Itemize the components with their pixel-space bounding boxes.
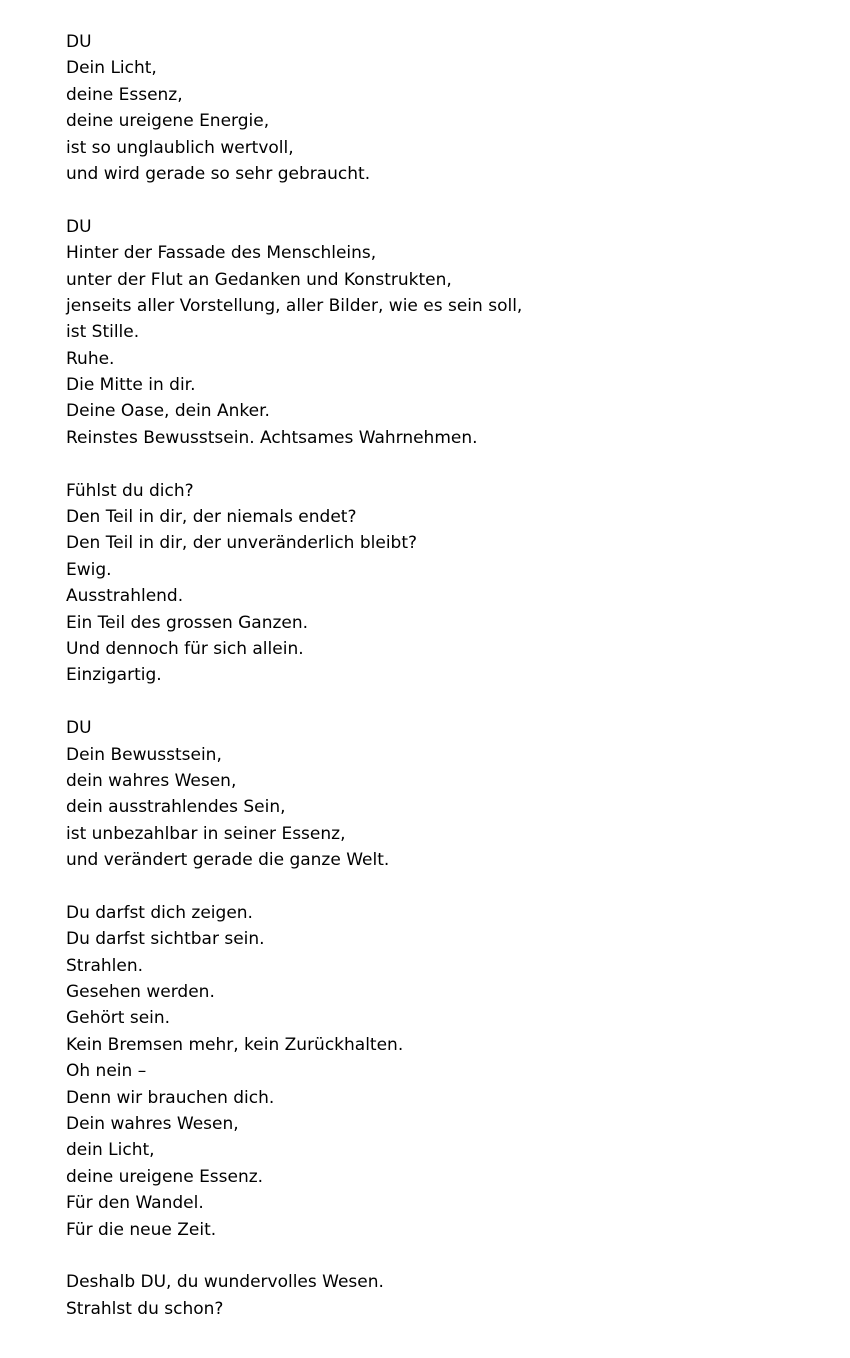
poem-line: Die Mitte in dir. xyxy=(66,375,196,396)
poem-line: Du darfst dich zeigen. xyxy=(66,902,253,923)
poem-line: Du darfst sichtbar sein. xyxy=(66,929,265,950)
poem-stanza xyxy=(66,900,826,1243)
poem-stanza xyxy=(66,29,826,187)
poem-line: Denn wir brauchen dich. xyxy=(66,1087,275,1108)
poem-line: dein wahres Wesen, xyxy=(66,770,237,791)
poem-line: DU xyxy=(66,216,92,237)
poem-line: DU xyxy=(66,32,92,52)
poem-line: Dein Bewusstsein, xyxy=(66,744,222,765)
poem-line: Strahlst du schon? xyxy=(66,1298,224,1319)
poem-line: Und dennoch für sich allein. xyxy=(66,638,304,659)
poem-line: dein Licht, xyxy=(66,1140,155,1161)
poem-line: Reinstes Bewusstsein. Achtsames Wahrnehmen. xyxy=(66,427,478,448)
poem-line: DU xyxy=(66,718,92,739)
poem-line: Ruhe. xyxy=(66,348,115,369)
poem-line: Gesehen werden. xyxy=(66,982,215,1003)
poem-line: Den Teil in dir, der niemals endet? xyxy=(66,507,357,528)
poem-line: Für die neue Zeit. xyxy=(66,1219,217,1240)
poem-line: Strahlen. xyxy=(66,955,143,976)
poem-line: Oh nein – xyxy=(66,1061,147,1082)
poem-line: deine ureigene Energie, xyxy=(66,111,270,132)
poem-stanza xyxy=(66,214,826,452)
poem-line: Dein Licht, xyxy=(66,58,157,79)
poem-line: dein ausstrahlendes Sein, xyxy=(66,797,286,818)
poem-line: ist unbezahlbar in seiner Essenz, xyxy=(66,823,346,844)
poem-line: ist so unglaublich wertvoll, xyxy=(66,137,294,158)
poem-line: Ausstrahlend. xyxy=(66,586,184,607)
poem-line: Dein wahres Wesen, xyxy=(66,1114,239,1135)
poem-line: Gehört sein. xyxy=(66,1008,171,1029)
poem-line: Deshalb DU, du wundervolles Wesen. xyxy=(66,1272,384,1293)
poem-stanza xyxy=(66,715,826,873)
poem-line: unter der Flut an Gedanken und Konstrukten, xyxy=(66,269,452,290)
poem-line: ist Stille. xyxy=(66,322,140,343)
poem-line: Einzigartig. xyxy=(66,665,162,686)
poem-line: Fühlst du dich? xyxy=(66,480,194,501)
poem-line: und wird gerade so sehr gebraucht. xyxy=(66,163,371,184)
poem-line: deine Essenz, xyxy=(66,84,183,105)
poem-line: Hinter der Fassade des Menschleins, xyxy=(66,243,377,264)
poem-line: deine ureigene Essenz. xyxy=(66,1166,264,1187)
poem-line: Ein Teil des grossen Ganzen. xyxy=(66,612,309,633)
poem-stanza xyxy=(66,478,826,689)
poem-line: Den Teil in dir, der unveränderlich bleibt? xyxy=(66,533,418,554)
poem-line: Für den Wandel. xyxy=(66,1193,204,1214)
poem-line: Ewig. xyxy=(66,559,112,580)
poem-stanza xyxy=(66,1269,826,1322)
poem-line: und verändert gerade die ganze Welt. xyxy=(66,850,390,871)
poem-document xyxy=(66,29,826,1349)
poem-line: jenseits aller Vorstellung, aller Bilder, wie es sein soll, xyxy=(66,295,523,316)
poem-line: Kein Bremsen mehr, kein Zurückhalten. xyxy=(66,1034,404,1055)
poem-line: Deine Oase, dein Anker. xyxy=(66,401,270,422)
